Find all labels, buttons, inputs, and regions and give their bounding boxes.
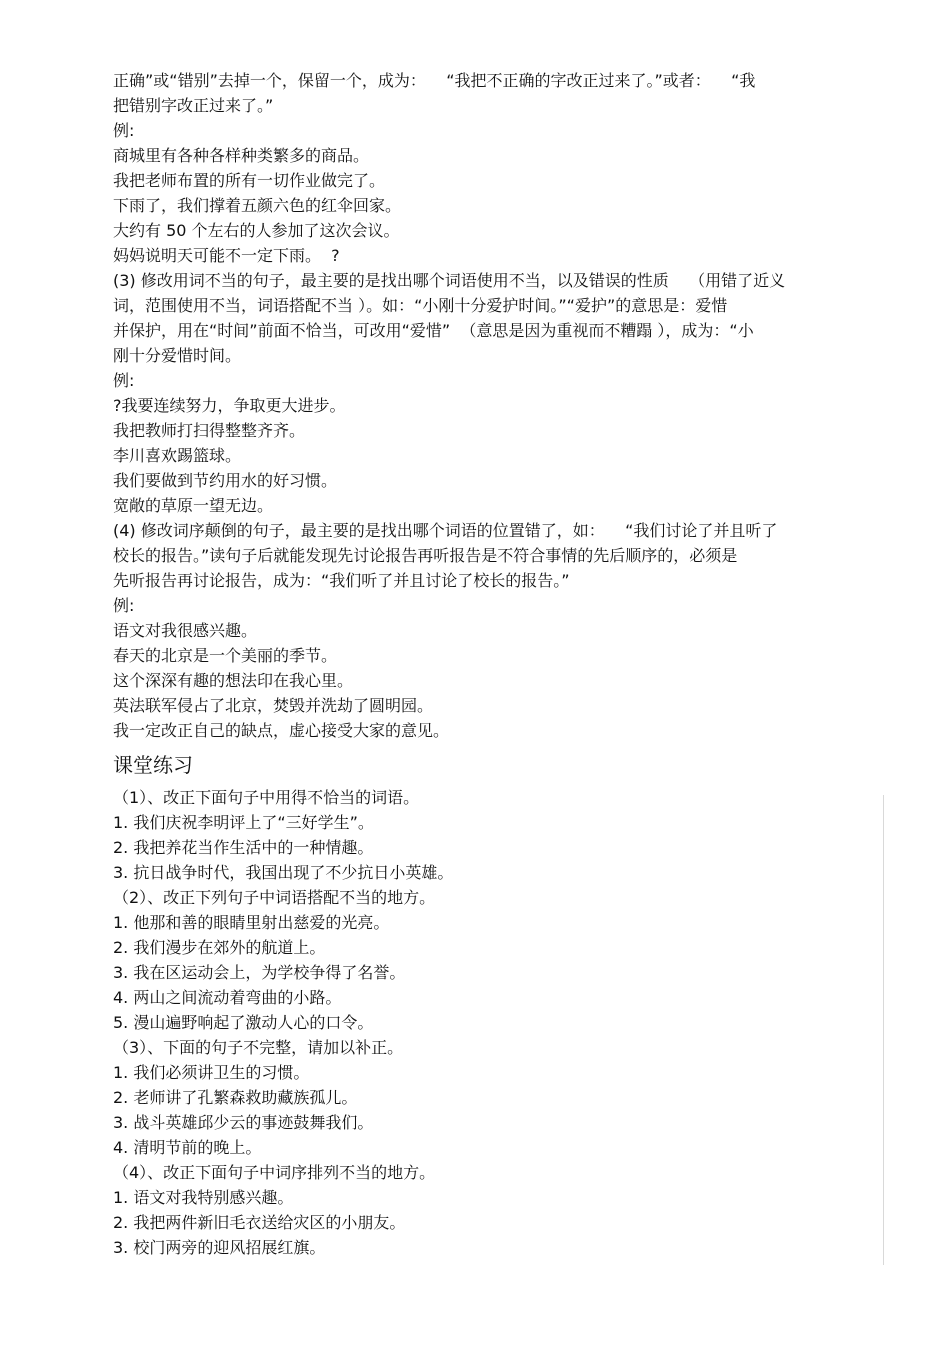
text-line: 我把教师打扫得整整齐齐。	[113, 421, 306, 440]
text-line: 这个深深有趣的想法印在我心里。	[113, 671, 354, 690]
text-line: 例:	[113, 596, 135, 615]
text-line: 先听报告再讨论报告，成为：“我们听了并且讨论了校长的报告。”	[113, 571, 570, 590]
section-heading: 课堂练习	[113, 753, 193, 777]
text-line: 2. 老师讲了孔繁森救助藏族孤儿。	[113, 1088, 358, 1107]
text-line: 我一定改正自己的缺点，虚心接受大家的意见。	[113, 721, 450, 740]
vertical-rule	[883, 795, 884, 1265]
text-line: 4. 清明节前的晚上。	[113, 1138, 262, 1157]
text-line: 3. 战斗英雄邱少云的事迹鼓舞我们。	[113, 1113, 374, 1132]
text-line: 3. 我在区运动会上，为学校争得了名誉。	[113, 963, 406, 982]
text-line: 1. 语文对我特别感兴趣。	[113, 1188, 294, 1207]
text-line: 把错别字改正过来了。”	[113, 96, 274, 115]
text-line: 4. 两山之间流动着弯曲的小路。	[113, 988, 342, 1007]
text-line: （1）、改正下面句子中用得不恰当的词语。	[113, 788, 420, 807]
text-line: 下雨了，我们撑着五颜六色的红伞回家。	[113, 196, 402, 215]
text-line: 2. 我把养花当作生活中的一种情趣。	[113, 838, 374, 857]
text-line: 校长的报告。”读句子后就能发现先讨论报告再听报告是不符合事情的先后顺序的，必须是	[113, 546, 738, 565]
text-line: 1. 我们庆祝李明评上了“三好学生”。	[113, 813, 374, 832]
text-line: 3. 校门两旁的迎风招展红旗。	[113, 1238, 326, 1257]
text-line: 1. 我们必须讲卫生的习惯。	[113, 1063, 310, 1082]
text-line: 例:	[113, 121, 135, 140]
text-line: 春天的北京是一个美丽的季节。	[113, 646, 338, 665]
text-line: (4) 修改词序颠倒的句子，最主要的是找出哪个词语的位置错了，如： “我们讨论了并且听了	[113, 521, 778, 540]
text-line: 商城里有各种各样种类繁多的商品。	[113, 146, 370, 165]
text-line: 5. 漫山遍野响起了激动人心的口令。	[113, 1013, 374, 1032]
text-line: 我们要做到节约用水的好习惯。	[113, 471, 338, 490]
text-line: 妈妈说明天可能不一定下雨。 ?	[113, 246, 340, 265]
text-line: 3. 抗日战争时代，我国出现了不少抗日小英雄。	[113, 863, 454, 882]
practice-list	[113, 785, 883, 1260]
text-line: 2. 我们漫步在郊外的航道上。	[113, 938, 326, 957]
text-line: 英法联军侵占了北京，焚毁并洗劫了圆明园。	[113, 696, 434, 715]
text-line: 词，范围使用不当，词语搭配不当 ）。如：“小刚十分爱护时间。”“爱护”的意思是：爱惜	[113, 296, 728, 315]
text-line: ?我要连续努力，争取更大进步。	[113, 396, 346, 415]
text-line: （2）、改正下列句子中词语搭配不当的地方。	[113, 888, 436, 907]
text-line: 我把老师布置的所有一切作业做完了。	[113, 171, 386, 190]
text-line: 2. 我把两件新旧毛衣送给灾区的小朋友。	[113, 1213, 406, 1232]
text-line: 并保护，用在“时间”前面不恰当，可改用“爱惜” （意思是因为重视而不糟蹋 ），成为：“小	[113, 321, 754, 340]
text-line: 1. 他那和善的眼睛里射出慈爱的光亮。	[113, 913, 390, 932]
text-line: 例:	[113, 371, 135, 390]
text-line: 宽敞的草原一望无边。	[113, 496, 274, 515]
text-line: （4）、改正下面句子中词序排列不当的地方。	[113, 1163, 436, 1182]
document-content	[113, 68, 883, 1260]
body-text	[113, 68, 883, 743]
text-line: 语文对我很感兴趣。	[113, 621, 258, 640]
text-line: 正确”或“错别”去掉一个，保留一个，成为： “我把不正确的字改正过来了。”或者： “我	[113, 71, 756, 90]
text-line: 大约有 50 个左右的人参加了这次会议。	[113, 221, 400, 240]
text-line: (3) 修改用词不当的句子，最主要的是找出哪个词语使用不当，以及错误的性质 （用错了近义	[113, 271, 786, 290]
text-line: 刚十分爱惜时间。	[113, 346, 242, 365]
text-line: （3）、下面的句子不完整，请加以补正。	[113, 1038, 404, 1057]
text-line: 李川喜欢踢篮球。	[113, 446, 242, 465]
